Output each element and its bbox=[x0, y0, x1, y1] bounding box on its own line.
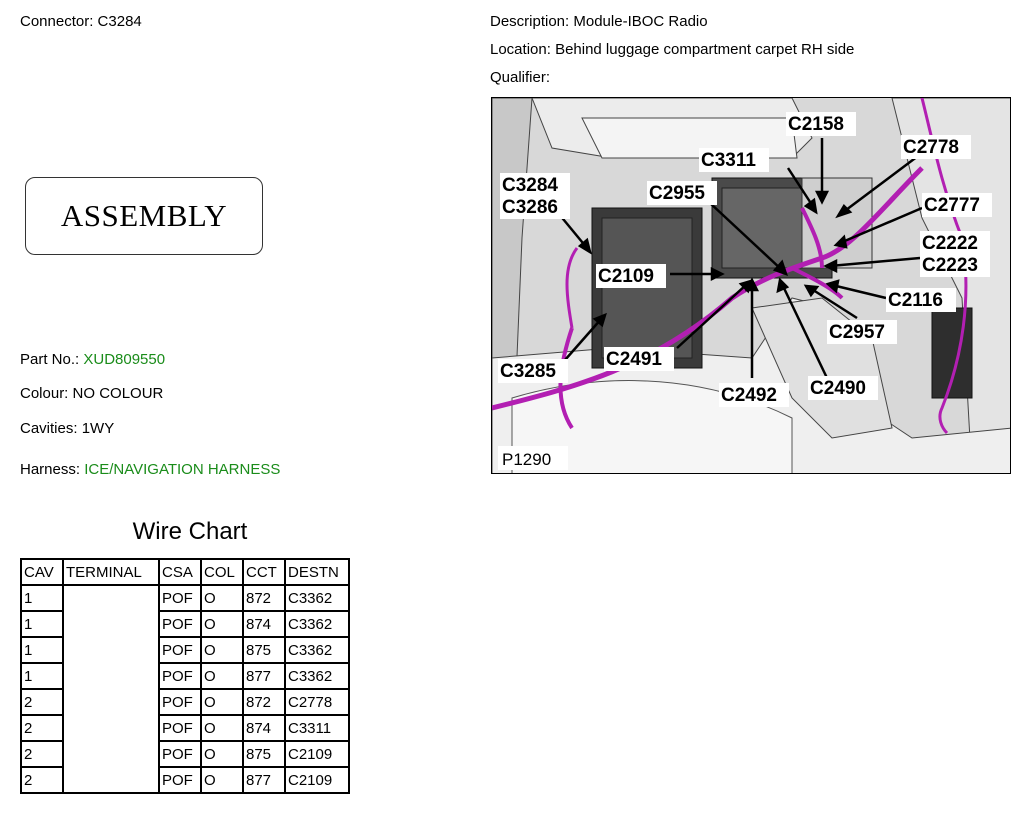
cell-cct: 875 bbox=[243, 741, 285, 767]
cell-cct: 877 bbox=[243, 767, 285, 793]
location-value: Behind luggage compartment carpet RH side bbox=[555, 41, 855, 58]
cell-cct: 874 bbox=[243, 611, 285, 637]
cell-col: O bbox=[201, 611, 243, 637]
cell-destn: C3311 bbox=[285, 715, 349, 741]
qualifier-label: Qualifier: bbox=[490, 69, 551, 86]
col-header-cct: CCT bbox=[243, 559, 285, 585]
description-label: Description: bbox=[490, 13, 570, 30]
cell-cav: 2 bbox=[21, 715, 63, 741]
location-line bbox=[490, 41, 854, 58]
cell-cct: 872 bbox=[243, 689, 285, 715]
connector-line bbox=[20, 13, 142, 30]
cell-destn: C3362 bbox=[285, 585, 349, 611]
assembly-box bbox=[25, 177, 263, 255]
cell-col: O bbox=[201, 663, 243, 689]
cell-destn: C2109 bbox=[285, 767, 349, 793]
cell-cav: 1 bbox=[21, 663, 63, 689]
cell-cav: 2 bbox=[21, 689, 63, 715]
cell-destn: C3362 bbox=[285, 663, 349, 689]
wire-chart-table bbox=[20, 558, 350, 794]
callout-c2492: C2492 bbox=[721, 385, 777, 406]
cell-destn: C2778 bbox=[285, 689, 349, 715]
callout-c3285: C3285 bbox=[500, 361, 556, 382]
callout-c2490: C2490 bbox=[810, 378, 866, 399]
callout-c2491: C2491 bbox=[606, 349, 662, 370]
cell-csa: POF bbox=[159, 611, 201, 637]
callout-c2222: C2222 bbox=[922, 233, 978, 254]
location-label: Location: bbox=[490, 41, 551, 58]
callout-c2109: C2109 bbox=[598, 266, 654, 287]
callout-c3286: C3286 bbox=[502, 197, 558, 218]
cell-col: O bbox=[201, 767, 243, 793]
cell-col: O bbox=[201, 689, 243, 715]
cell-destn: C3362 bbox=[285, 637, 349, 663]
cell-csa: POF bbox=[159, 689, 201, 715]
location-diagram bbox=[491, 97, 1011, 474]
cell-cav: 2 bbox=[21, 767, 63, 793]
callout-c2957: C2957 bbox=[829, 322, 885, 343]
colour-value: NO COLOUR bbox=[72, 385, 164, 402]
part-no-line bbox=[20, 351, 165, 368]
wire-chart-body bbox=[21, 585, 349, 793]
cell-cct: 874 bbox=[243, 715, 285, 741]
cell-csa: POF bbox=[159, 741, 201, 767]
cell-destn: C3362 bbox=[285, 611, 349, 637]
description-value: Module-IBOC Radio bbox=[573, 13, 708, 30]
cell-cct: 875 bbox=[243, 637, 285, 663]
part-no-link[interactable]: XUD809550 bbox=[83, 351, 166, 368]
connector-label: Connector: bbox=[20, 13, 94, 30]
assembly-label: ASSEMBLY bbox=[60, 198, 228, 233]
col-header-cav: CAV bbox=[21, 559, 63, 585]
cell-destn: C2109 bbox=[285, 741, 349, 767]
cell-csa: POF bbox=[159, 715, 201, 741]
wire-chart-title: Wire Chart bbox=[132, 518, 248, 545]
col-header-terminal: TERMINAL bbox=[63, 559, 159, 585]
cell-csa: POF bbox=[159, 767, 201, 793]
cell-csa: POF bbox=[159, 637, 201, 663]
wire-chart-header-row bbox=[21, 559, 349, 585]
cell-cav: 2 bbox=[21, 741, 63, 767]
cell-col: O bbox=[201, 741, 243, 767]
callout-c2223: C2223 bbox=[922, 255, 978, 276]
cell-csa: POF bbox=[159, 585, 201, 611]
cell-cav: 1 bbox=[21, 611, 63, 637]
cavities-line bbox=[20, 420, 114, 437]
callout-c3284: C3284 bbox=[502, 175, 558, 196]
cell-cct: 872 bbox=[243, 585, 285, 611]
cavities-label: Cavities: bbox=[20, 420, 78, 437]
callout-c2778: C2778 bbox=[903, 137, 959, 158]
qualifier-line bbox=[490, 69, 550, 86]
harness-line bbox=[20, 461, 280, 478]
cell-csa: POF bbox=[159, 663, 201, 689]
cavities-value: 1WY bbox=[81, 420, 115, 437]
col-header-csa: CSA bbox=[159, 559, 201, 585]
harness-link[interactable]: ICE/NAVIGATION HARNESS bbox=[84, 461, 281, 478]
cell-col: O bbox=[201, 637, 243, 663]
cell-cct: 877 bbox=[243, 663, 285, 689]
col-header-destn: DESTN bbox=[285, 559, 349, 585]
figure-id: P1290 bbox=[502, 450, 552, 469]
description-line bbox=[490, 13, 708, 30]
part-no-label: Part No.: bbox=[20, 351, 80, 368]
cell-terminal bbox=[63, 585, 159, 793]
harness-label: Harness: bbox=[20, 461, 81, 478]
callout-c2116: C2116 bbox=[888, 290, 943, 311]
colour-line bbox=[20, 385, 163, 402]
callout-c2777: C2777 bbox=[924, 195, 980, 216]
col-header-col: COL bbox=[201, 559, 243, 585]
vehicle-illustration bbox=[492, 98, 1011, 474]
cell-cav: 1 bbox=[21, 637, 63, 663]
colour-label: Colour: bbox=[20, 385, 69, 402]
callout-c2158: C2158 bbox=[788, 114, 844, 135]
cell-cav: 1 bbox=[21, 585, 63, 611]
callout-c2955: C2955 bbox=[649, 183, 705, 204]
cell-col: O bbox=[201, 715, 243, 741]
connector-value: C3284 bbox=[97, 13, 142, 30]
callout-c3311: C3311 bbox=[701, 150, 756, 171]
table-row bbox=[21, 585, 349, 611]
cell-col: O bbox=[201, 585, 243, 611]
